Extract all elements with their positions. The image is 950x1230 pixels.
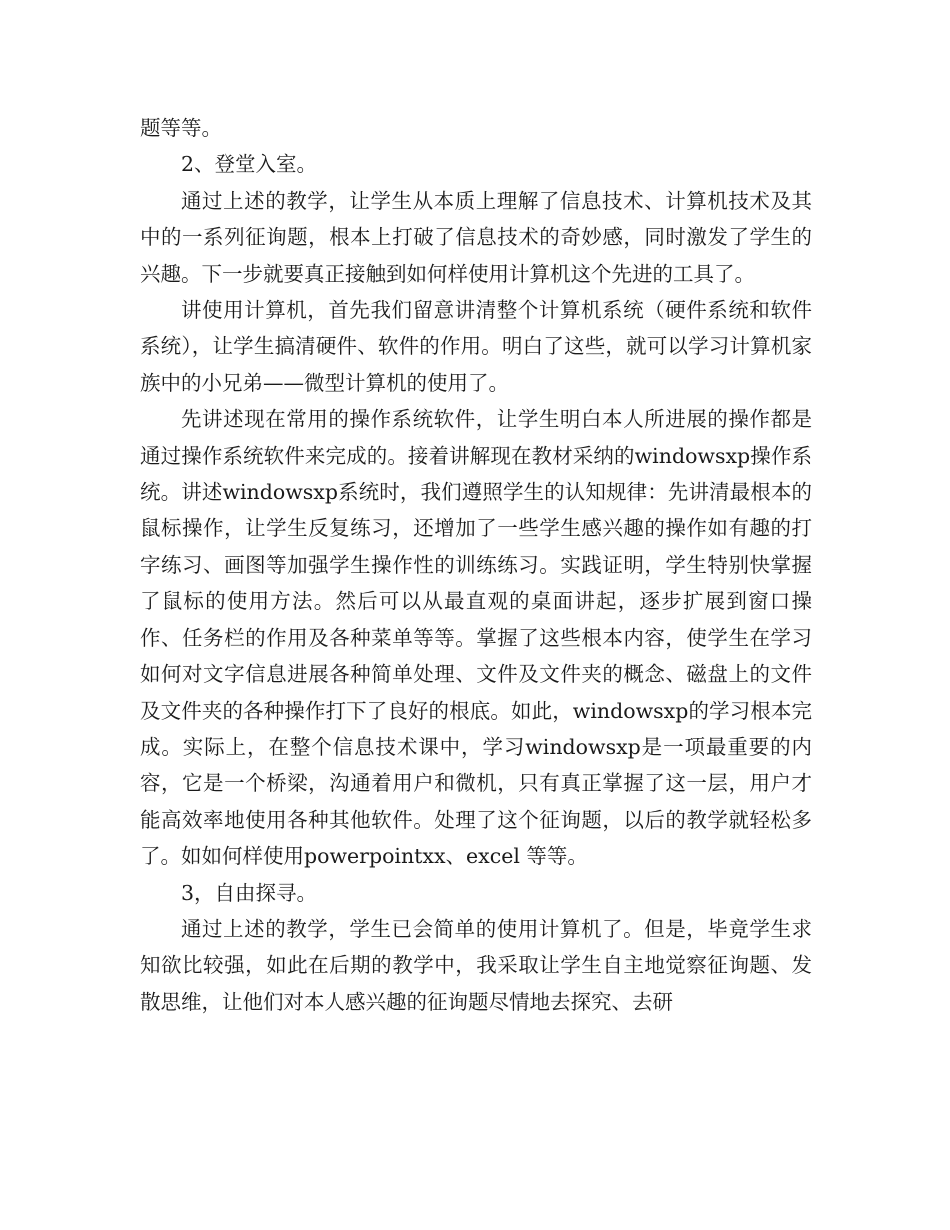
paragraph-continuation: 题等等。 [140,116,222,140]
paragraph: 先讲述现在常用的操作系统软件，让学生明白本人所进展的操作都是通过操作系统软件来完成的。接着讲解现在教材采纳的windowsxp操作系统。讲述windowsxp系统时，我们遵照学生的认知规律：先讲清最根本的鼠标操作，让学生反复练习，还增加了一些学生感兴趣的操作如有趣的打字练习、画图等加强学生操作性的训练练习。实践证明，学生特别快掌握了鼠标的使用方法。然后可以从最直观的桌面讲起，逐步扩展到窗口操作、任务栏的作用及各种菜单等等。掌握了这些根本内容，使学生在学习如何对文字信息进展各种简单处理、文件及文件夹的概念、磁盘上的文件及文件夹的各种操作打下了良好的根底。如此，windowsxp的学习根本完成。实际上，在整个信息技术课中，学习windowsxp是一项最重要的内容，它是一个桥梁，沟通着用户和微机，只有真正掌握了这一层，用户才能高效率地使用各种其他软件。处理了这个征询题，以后的教学就轻松多了。如如何样使用powerpointxx、excel 等等。 [140,407,812,869]
paragraph: 通过上述的教学，学生已会简单的使用计算机了。但是，毕竟学生求知欲比较强，如此在后期的教学中，我采取让学生自主地觉察征询题、发散思维，让他们对本人感兴趣的征询题尽情地去探究、去研 [140,916,812,1014]
document-body [140,110,812,1020]
paragraph: 通过上述的教学，让学生从本质上理解了信息技术、计算机技术及其中的一系列征询题，根本上打破了信息技术的奇妙感，同时激发了学生的兴趣。下一步就要真正接触到如何样使用计算机这个先进的工具了。 [140,188,812,286]
section-heading-2: 2、登堂入室。 [181,152,318,177]
section-heading-3: 3，自由探寻。 [181,880,318,905]
paragraph: 讲使用计算机，首先我们留意讲清整个计算机系统（硬件系统和软件系统），让学生搞清硬件、软件的作用。明白了这些，就可以学习计算机家族中的小兄弟——微型计算机的使用了。 [140,298,812,395]
